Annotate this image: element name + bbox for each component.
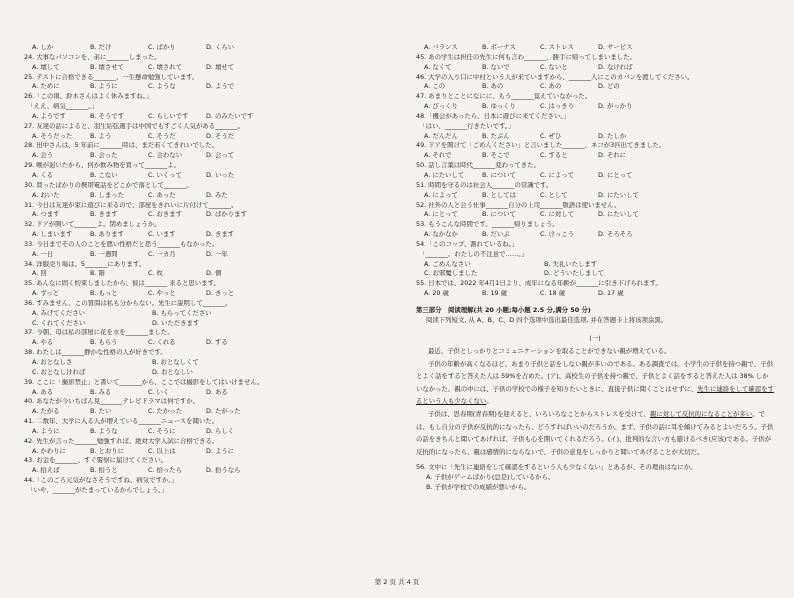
answer-option: C. たかった xyxy=(148,408,183,416)
right-question-list xyxy=(416,44,774,300)
option-row xyxy=(416,172,774,182)
option-row xyxy=(24,83,384,93)
answer-option: C. おきます xyxy=(148,211,183,219)
answer-option: B. 失礼いたします xyxy=(544,260,598,268)
answer-option: A. ようです xyxy=(32,112,66,120)
answer-option: B. こない xyxy=(90,171,118,179)
answer-option: A. にたいして xyxy=(424,171,465,179)
answer-option: A. にとって xyxy=(424,211,458,219)
answer-option: B. 拾うと xyxy=(90,467,118,475)
answer-option: C. らしいです xyxy=(148,112,189,120)
answer-option: A. ずっと xyxy=(32,290,60,298)
question-line: 30. 買ったばかりの携帯電話をどこかで落として_______。 xyxy=(24,181,193,189)
answer-option: C. あった xyxy=(148,191,176,199)
option-row xyxy=(24,44,384,54)
right-column xyxy=(416,44,774,494)
option-row xyxy=(24,310,384,320)
answer-option: A. 一日 xyxy=(32,250,54,258)
answer-option: B. について xyxy=(482,171,516,179)
option-row xyxy=(24,172,384,182)
answer-option: C. くれてください xyxy=(32,319,86,327)
answer-option: B. 19 歳 xyxy=(482,290,508,298)
answer-option: D. たしか xyxy=(598,132,627,140)
question-line: 43. お金を_______、すぐ警察に届けてください。 xyxy=(24,457,168,465)
answer-option: D. 壊せて xyxy=(206,63,235,71)
answer-option: C. すると xyxy=(540,152,568,160)
answer-option: C. います xyxy=(148,231,176,239)
option-row xyxy=(24,369,384,379)
option-row xyxy=(24,408,384,418)
answer-option: B. について xyxy=(482,211,516,219)
question-line: 49. ドアを開けて「ごめんください」と言いました_______、ネコが3匹出てきました。 xyxy=(416,142,666,150)
answer-option: D. 会って xyxy=(206,152,235,160)
answer-option: C. ぜひ xyxy=(540,132,562,140)
answer-option: B. 会った xyxy=(90,152,118,160)
answer-option: B. たい xyxy=(90,408,112,416)
option-row xyxy=(416,64,774,74)
answer-option: A. この xyxy=(424,83,446,91)
answer-option: B. よう xyxy=(90,132,112,140)
option-row xyxy=(24,152,384,162)
question-line: 39. ここに「撮影禁止」と書いて_______から、ここでは撮影をしてはいけません。 xyxy=(24,378,264,386)
answer-option: C. ストレス xyxy=(540,44,574,51)
answer-option: C. いく xyxy=(148,388,170,396)
passage-paragraph-3: 子供は、思春期(青春期)を迎えると、いろいろなことからストレスを受けて、親に対して反抗的になることが多い。では、もし自分の子供が反抗的になったら、どうすればいいのだろうか。まず、子供の話に耳を傾けてみるとよいだろう。子供の話をきちんと聞いてあげれば、子供も心を開いてくれるだろう。(イ)、批判的な言い方も避けるべき(应该)である。子供が反抗的になったら、親は感情的にならないで、子供の意見をしっかりと聞いてあげることが大切だ。 xyxy=(416,409,774,456)
question-line: 51. 時間を守るのは社会人_______の常識です。 xyxy=(416,181,553,189)
option-row xyxy=(24,251,384,261)
underlined-phrase-2: 親に対して反抗的になることが多い xyxy=(649,409,753,418)
answer-option: D. ある xyxy=(206,388,228,396)
question-line: 41. 二数年、大学に入る人が増えている_______ニュースを聞いた。 xyxy=(24,418,219,426)
answer-option: D. 一年 xyxy=(206,250,228,258)
option-row xyxy=(24,467,384,477)
answer-option: C. お邪魔しました xyxy=(424,270,478,278)
answer-option: C. 会わない xyxy=(148,152,183,160)
option-row xyxy=(24,359,384,369)
question-line: 25. テストに合格できる_______、一生懸命勉強しています。 xyxy=(24,73,199,81)
answer-option: B. そうです xyxy=(90,112,125,120)
option-row xyxy=(24,339,384,349)
answer-option: C. はっきり xyxy=(540,103,575,111)
passage-number: (一) xyxy=(589,333,601,342)
answer-option: A. 回 xyxy=(32,270,47,278)
answer-option: B. 一週間 xyxy=(90,250,118,258)
answer-option: A. びっくり xyxy=(424,103,458,111)
answer-option: A. おいた xyxy=(32,191,60,199)
answer-option: A. 会う xyxy=(32,152,54,160)
answer-option: B. もらってください xyxy=(152,309,212,317)
answer-option: A. しまいます xyxy=(32,231,73,239)
answer-option: C. によって xyxy=(540,171,575,179)
option-row xyxy=(416,152,774,162)
question-line: 33. 今日までその人のことを悪い性格だと思う_______もなかった。 xyxy=(24,240,219,248)
question-line: 40. あなたが今いちばん見_______テレビドラマは何ですか。 xyxy=(24,398,200,406)
answer-option: B. そこで xyxy=(482,152,510,160)
answer-option: D. たがった xyxy=(206,408,241,416)
answer-option: D. そろそろ xyxy=(598,231,633,239)
answer-option: A. 拾えば xyxy=(32,467,60,475)
answer-option: A. 20 歳 xyxy=(424,290,449,298)
question-line: 48.「機会があったら、日本に遊びに来てください。」 xyxy=(416,112,570,120)
answer-option: D. 個 xyxy=(206,270,222,278)
answer-option: D. にたいして xyxy=(598,191,639,199)
answer-option: B. ゆっくり xyxy=(482,103,516,111)
answer-option: C. として xyxy=(540,191,568,199)
answer-option: C. あの xyxy=(540,83,562,91)
answer-option: A. たがる xyxy=(32,408,60,416)
answer-option: B. だいぶ xyxy=(482,231,510,239)
answer-option: D. らしく xyxy=(206,427,235,435)
option-row xyxy=(24,231,384,241)
option-row xyxy=(416,133,774,143)
section-title: 第三部分 阅读理解(共 20 小题;每小题 2.5 分,满分 50 分) xyxy=(416,305,591,314)
answer-option: B. あの xyxy=(482,83,504,91)
answer-option: C. ばかり xyxy=(148,44,176,51)
question-line: 26.「この頃、鈴木さんはよく休みますね。」 xyxy=(24,93,153,101)
answer-option: D. どういたしまして xyxy=(544,270,605,278)
answer-option: D. する xyxy=(206,339,228,347)
answer-option: B. みる xyxy=(90,388,112,396)
question-line: 27. 友達の話によると、羽生結弦選手は中国でもすごく人気がある_______。 xyxy=(24,122,244,130)
answer-option: D. きっと xyxy=(206,290,235,298)
option-row xyxy=(24,113,384,123)
left-column xyxy=(24,44,384,497)
answer-option: C. 枚 xyxy=(148,270,163,278)
option-row xyxy=(416,270,774,280)
section-instruction: 阅读下列短文, 从 A、B、C、D 四个选项中选出最佳选项, 并在答题卡上将该项涂黑。 xyxy=(426,315,668,324)
answer-option: C. くれる xyxy=(148,339,176,347)
option-row xyxy=(24,133,384,143)
answer-option: A. なくて xyxy=(424,63,452,71)
answer-option: B. 壊させて xyxy=(90,63,125,71)
question-line: 54.「このコップ、割れているね。」 xyxy=(416,240,519,248)
question-line: 37. 今朝、母は私の部屋に花を水を_______ました。 xyxy=(24,329,174,337)
question-line: 35. あんなに固く約束しましたから、彼は_______ 来ると思います。 xyxy=(24,280,220,288)
question-line: 36. すみません、この質問は私も分からない。先生に説明して_______。 xyxy=(24,299,232,307)
answer-option: B. 階 xyxy=(90,270,105,278)
answer-option: D. おとなしい xyxy=(152,368,193,376)
answer-option: D. そうだ xyxy=(206,132,235,140)
question-line: 「ええ、病気_______。」 xyxy=(24,103,98,111)
answer-option: A. やる xyxy=(32,339,54,347)
underlined-phrase-1: 先生に連絡をして確認をするという人も少なくない xyxy=(416,384,774,406)
answer-option: B. ような xyxy=(90,427,118,435)
answer-option: A. バランス xyxy=(424,44,458,51)
option-row xyxy=(416,83,774,93)
answer-option: A. おとなしさ xyxy=(32,359,73,366)
option-row xyxy=(24,428,384,438)
answer-option: D. がっかり xyxy=(598,103,633,111)
option-row xyxy=(416,231,774,241)
answer-option: D. にたいして xyxy=(598,211,639,219)
question-line: 32. ドアが開いて_______よ。閉めましょうか。 xyxy=(24,221,161,229)
option-row xyxy=(416,103,774,113)
question-line: 「はい、_______行きたいです。」 xyxy=(416,122,515,130)
answer-option: B. しまった xyxy=(90,191,125,199)
question-56-option-b: B. 子供が学校での成績が悪いから。 xyxy=(426,483,531,491)
answer-option: C. に対して xyxy=(540,211,575,219)
answer-option: C. 壊されて xyxy=(148,63,183,71)
question-line: 「_______。わたしの不注意で……。」 xyxy=(416,250,528,258)
answer-option: D. 17 歳 xyxy=(598,290,624,298)
option-row xyxy=(416,192,774,202)
question-line: 38. わたしは_______静かな性格の人が好きです。 xyxy=(24,349,167,357)
answer-option: A. ごめんなさい xyxy=(424,260,471,268)
answer-option: C. けっこう xyxy=(540,231,575,239)
answer-option: A. みげてください xyxy=(32,309,86,317)
option-row xyxy=(24,192,384,202)
answer-option: D. みた xyxy=(206,191,228,199)
question-line: 42. 先生が言った_______勉強すれば、絶対大学入試に合格できる。 xyxy=(24,437,219,445)
answer-option: C. おとなしければ xyxy=(32,368,86,376)
question-line: 52. 社外の人と会う仕事_______自分の上司_______敬語は使いません。 xyxy=(416,201,621,209)
answer-option: D. ようで xyxy=(206,83,235,91)
option-row xyxy=(416,44,774,54)
option-row xyxy=(24,290,384,300)
answer-option: D. どの xyxy=(598,83,620,91)
question-line: 50. 話し言葉は時代_______変わってきた。 xyxy=(416,162,540,170)
answer-option: A. だんだん xyxy=(424,132,458,140)
answer-option: A. それで xyxy=(424,152,452,160)
answer-option: A. つます xyxy=(32,211,60,219)
option-row xyxy=(24,389,384,399)
option-row xyxy=(24,448,384,458)
question-line: 53. もうこんな時間です。_______帰りましょう。 xyxy=(416,221,559,229)
answer-option: D. くらい xyxy=(206,44,235,51)
answer-option: D. それに xyxy=(598,152,627,160)
answer-option: A. そうだった xyxy=(32,132,73,140)
answer-option: D. のみたいです xyxy=(206,112,254,120)
answer-option: B. とおりに xyxy=(90,447,125,455)
answer-option: B. ボーナス xyxy=(482,44,516,51)
question-line: 55. 日本では、2022 年4月1日より、成年になる年齢が_______に引き下げられます。 xyxy=(416,280,662,288)
answer-option: D. なければ xyxy=(598,63,633,71)
answer-option: C. 拾ったら xyxy=(148,467,183,475)
answer-option: C. 以上は xyxy=(148,447,176,455)
option-row xyxy=(416,290,774,300)
answer-option: A. くる xyxy=(32,171,54,179)
answer-option: D. ばかります xyxy=(206,211,247,219)
answer-option: B. もらう xyxy=(90,339,118,347)
answer-option: C. そうに xyxy=(148,427,176,435)
question-line: 31. 今日は友達が家に遊びに来るので、部屋をきれいに片付けて_______。 xyxy=(24,201,238,209)
question-line: 34. 洋服売り場は、5_______にあります。 xyxy=(24,260,146,268)
answer-option: A. かわりに xyxy=(32,447,66,455)
passage-paragraph-1: 最近、子供としっかりとコミュニケーションを取ることができない親が増えている。 xyxy=(428,346,671,355)
answer-option: D. きます xyxy=(206,231,235,239)
answer-option: B. ないで xyxy=(482,63,510,71)
question-line: 46. 大学の入り口に中村という人が来ていますから、_______人にこのカバンを渡してください。 xyxy=(416,73,694,81)
answer-option: B. もっと xyxy=(90,290,118,298)
page-footer: 第 2 页 共 4 页 xyxy=(374,578,420,586)
question-line: 「いや、_______がたまっているからでしょう。」 xyxy=(24,486,168,494)
option-row xyxy=(24,211,384,221)
answer-option: A. 壊して xyxy=(32,63,60,71)
answer-option: B. あります xyxy=(90,231,125,239)
option-row xyxy=(24,270,384,280)
option-row xyxy=(416,211,774,221)
option-row xyxy=(24,64,384,74)
answer-option: D. いった xyxy=(206,171,235,179)
answer-option: A. ある xyxy=(32,388,54,396)
answer-option: B. たぶん xyxy=(482,132,510,140)
answer-option: D. ように xyxy=(206,447,235,455)
answer-option: D. サービス xyxy=(598,44,633,51)
answer-option: C. 18 歳 xyxy=(540,290,566,298)
question-line: 45. あの学生は担任の先生に何も言わ_______、勝手に帰ってしまいました。 xyxy=(416,53,636,61)
answer-option: C. ような xyxy=(148,83,176,91)
question-line: 47. あまりとことになにに、もう_______覚えていなかった。 xyxy=(416,93,592,101)
question-56-option-a: A. 子供がゲームばかり(总是)しているから。 xyxy=(426,474,555,482)
answer-option: C. 一カ月 xyxy=(148,250,176,258)
question-line: 29. 喉が渇いたから、何か飲み物を買って_______よ。 xyxy=(24,162,180,170)
answer-option: D. いただきます xyxy=(152,319,200,327)
answer-option: B. おとなしくて xyxy=(152,359,199,366)
answer-option: A. によって xyxy=(424,191,458,199)
answer-option: C. ないと xyxy=(540,63,568,71)
answer-option: A. しか xyxy=(32,44,54,51)
answer-option: C. やっと xyxy=(148,290,176,298)
answer-option: C. そうだ xyxy=(148,132,176,140)
answer-option: B. ように xyxy=(90,83,118,91)
answer-option: D. 拾うなら xyxy=(206,467,241,475)
answer-option: A. なかなか xyxy=(424,231,458,239)
question-line: 24. 大事なパソコンを、弟に_______しまった。 xyxy=(24,53,161,61)
passage-paragraph-2: 子供の年齢が高くなるほど、あまり子供と話をしない親が多いのである。ある調査では、小学生の子供を持つ親で、子供とよく話をすると答えた人は 59%を占めた。(ア)、高校生の子供を持つ親で、子供とよく話をすると答えた人は 38% しかいなかった。親の中には、子供の学校での様子を知りたいときに、直接子供に聞くことはせずに、先生に連絡をして確認をするという人も少なくない。 xyxy=(416,359,774,406)
question-line: 44.「このごろ元気がなさそうですね、病気ですか。」 xyxy=(24,477,178,485)
question-line: 28. 田中さんは、5 年前に_______時は、まだ若くてきれいでした。 xyxy=(24,142,219,150)
question-56: 56. 文中に「先生に連絡をして確認をするという人も少なくない」とあるが、その理由はなにか。 xyxy=(416,464,697,472)
answer-option: A. ために xyxy=(32,83,60,91)
option-row xyxy=(416,261,774,271)
answer-option: B. きます xyxy=(90,211,118,219)
option-row xyxy=(24,320,384,330)
answer-option: D. にとって xyxy=(598,171,633,179)
answer-option: A. ように xyxy=(32,427,60,435)
answer-option: B. としては xyxy=(482,191,517,199)
answer-option: C. いくって xyxy=(148,171,182,179)
answer-option: B. だけ xyxy=(90,44,112,51)
